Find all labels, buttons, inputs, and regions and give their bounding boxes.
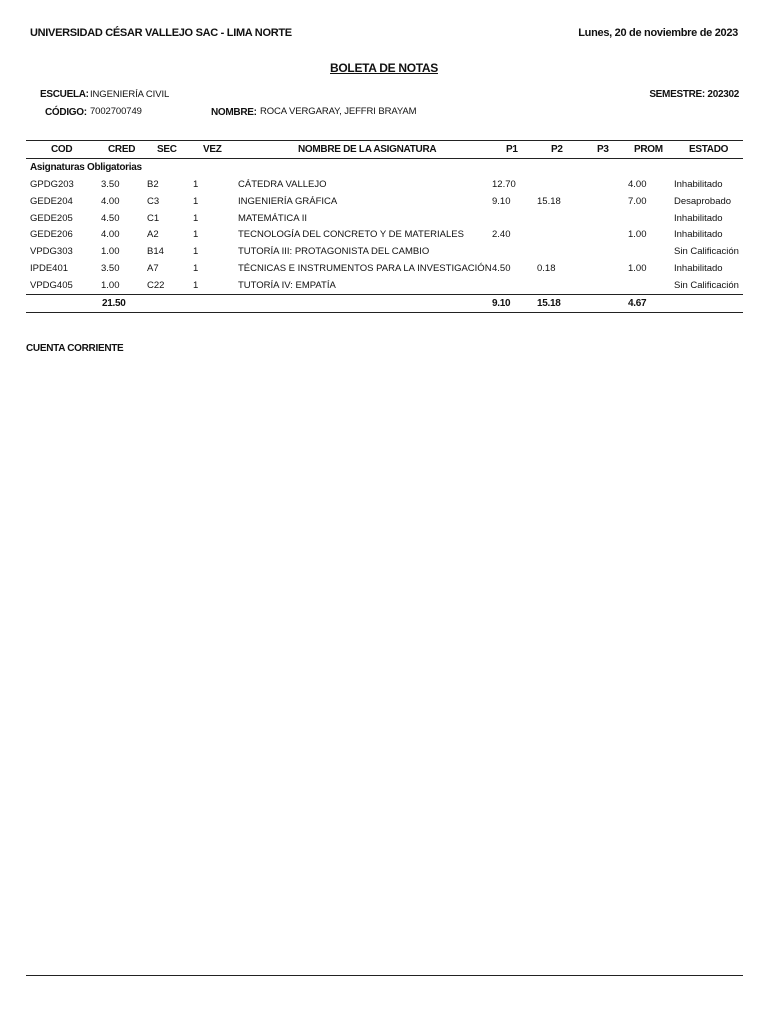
nombre-label: NOMBRE: [211,107,257,118]
cell-cred: 4.00 [101,229,120,241]
cell-vez: 1 [193,212,199,224]
table-row [0,246,768,263]
cell-prom: 1.00 [628,263,647,274]
col-cod: COD [51,144,73,155]
table-row [0,263,768,280]
document-title: BOLETA DE NOTAS [330,61,438,75]
cell-prom: 4.00 [628,179,647,190]
cell-p2: 15.18 [537,195,561,207]
escuela-label: ESCUELA: [40,89,89,100]
cell-nombre: TECNOLOGÍA DEL CONCRETO Y DE MATERIALES [238,229,464,241]
cell-sec: A2 [147,229,159,241]
cell-estado: Inhabilitado [674,229,723,241]
table-row [0,229,768,246]
cell-p1: 2.40 [492,229,511,241]
cell-sec: C3 [147,195,160,207]
cell-prom: 1.00 [628,229,647,241]
cell-estado: Desaprobado [674,195,732,207]
cell-nombre: CÁTEDRA VALLEJO [238,179,327,190]
group-label: Asignaturas Obligatorias [30,162,142,173]
col-nombre: NOMBRE DE LA ASIGNATURA [298,144,437,155]
cell-cod: GPDG203 [30,179,74,190]
total-cred: 21.50 [102,298,126,309]
cell-vez: 1 [193,246,199,258]
cell-sec: A7 [147,263,159,274]
cell-cred: 1.00 [101,246,120,258]
cell-estado: Inhabilitado [674,212,723,224]
cell-nombre: TUTORÍA III: PROTAGONISTA DEL CAMBIO [238,246,430,258]
cell-nombre: MATEMÁTICA II [238,212,307,224]
cell-cred: 1.00 [101,279,120,291]
institution-name: UNIVERSIDAD CÉSAR VALLEJO SAC - LIMA NORTE [30,27,292,39]
cell-sec: B2 [147,179,159,190]
col-vez: VEZ [203,144,222,155]
cell-cred: 3.50 [101,179,120,190]
cell-cred: 4.00 [101,195,120,207]
cell-cod: GEDE204 [30,195,73,207]
cell-cred: 3.50 [101,263,120,274]
cell-cod: VPDG303 [30,246,73,258]
cell-vez: 1 [193,263,199,274]
col-estado: ESTADO [689,144,729,155]
cell-vez: 1 [193,279,199,291]
col-p3: P3 [597,144,609,155]
cell-nombre: INGENIERÍA GRÁFICA [238,195,338,207]
codigo-label: CÓDIGO: [45,107,87,118]
col-cred: CRED [108,144,136,155]
semestre-label: SEMESTRE: 202302 [649,89,739,100]
cell-estado: Inhabilitado [674,179,723,190]
col-prom: PROM [634,144,663,155]
totals-rule [26,294,743,295]
cell-p1: 12.70 [492,179,516,190]
cell-cod: GEDE206 [30,229,73,241]
cell-vez: 1 [193,179,199,190]
cell-p1: 4.50 [492,263,511,274]
table-row [0,196,768,213]
cell-p2: 0.18 [537,263,556,274]
cell-estado: Sin Calificación [674,279,739,291]
cell-sec: B14 [147,246,164,258]
col-p1: P1 [506,144,518,155]
cell-estado: Sin Calificación [674,246,739,258]
cell-cod: VPDG405 [30,279,73,291]
nombre-value: ROCA VERGARAY, JEFFRI BRAYAM [260,106,417,117]
cell-cred: 4.50 [101,212,120,224]
total-prom: 4.67 [628,298,647,309]
table-row [0,179,768,196]
cell-prom: 7.00 [628,195,647,207]
footer-rule [26,975,743,976]
cell-nombre: TÉCNICAS E INSTRUMENTOS PARA LA INVESTIGACIÓN [238,263,492,274]
col-sec: SEC [157,144,177,155]
codigo-value: 7002700749 [90,106,142,117]
table-row [0,213,768,230]
report-date: Lunes, 20 de noviembre de 2023 [578,27,738,39]
table-top-rule [26,140,743,141]
cell-cod: GEDE205 [30,212,73,224]
cell-cod: IPDE401 [30,263,69,274]
table-bottom-rule [26,312,743,313]
cuenta-corriente-heading: CUENTA CORRIENTE [26,343,124,354]
cell-p1: 9.10 [492,195,511,207]
escuela-value: INGENIERÍA CIVIL [90,89,170,100]
total-p1: 9.10 [492,298,511,309]
header-rule [26,158,743,159]
cell-vez: 1 [193,195,199,207]
cell-sec: C1 [147,212,160,224]
cell-sec: C22 [147,279,165,291]
cell-estado: Inhabilitado [674,263,723,274]
cell-vez: 1 [193,229,199,241]
total-p2: 15.18 [537,298,561,309]
col-p2: P2 [551,144,563,155]
cell-nombre: TUTORÍA IV: EMPATÍA [238,279,336,291]
